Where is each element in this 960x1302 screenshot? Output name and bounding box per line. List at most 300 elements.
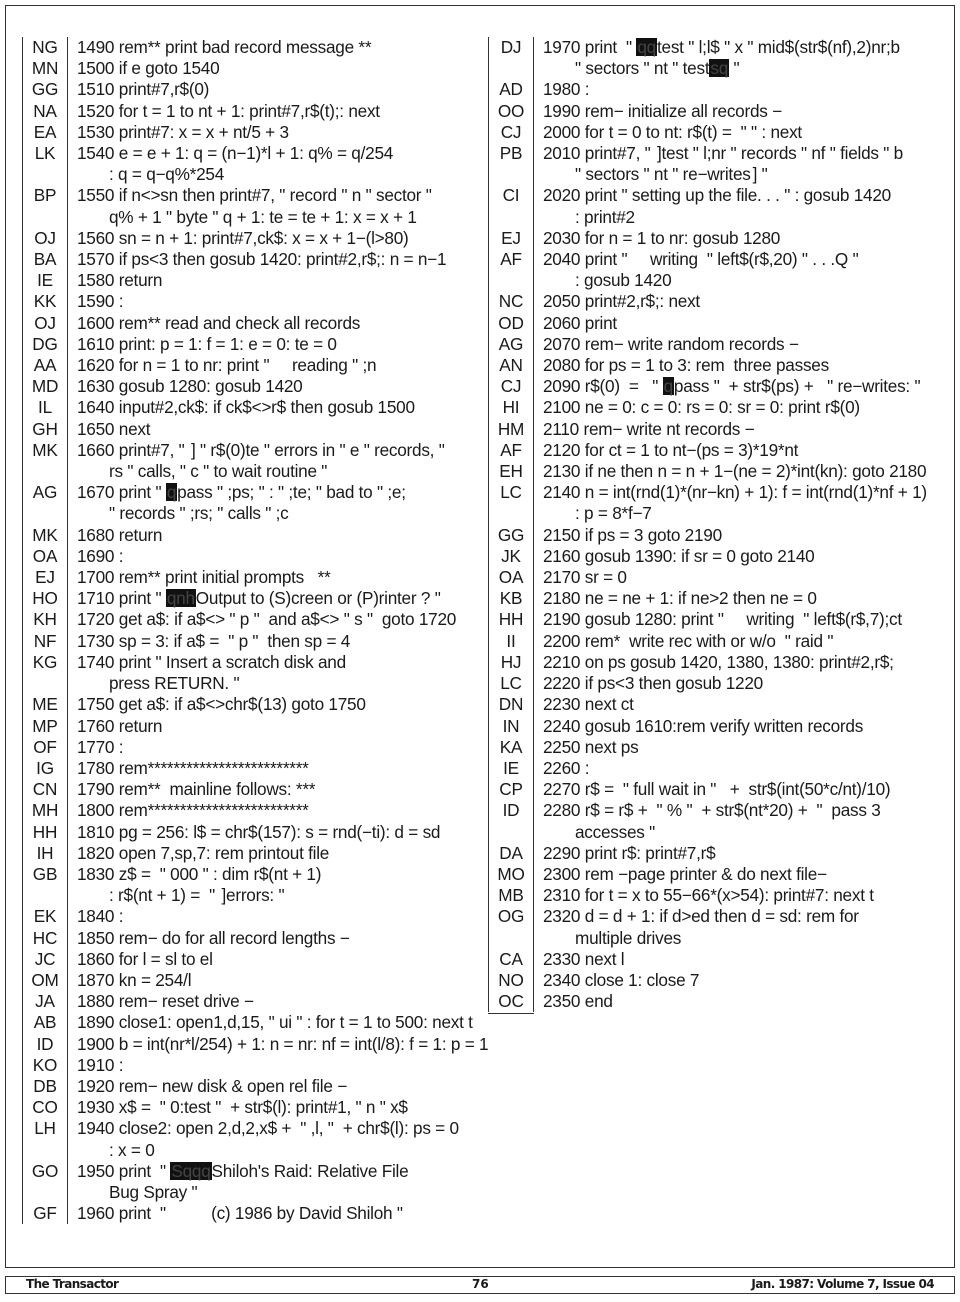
reverse-video-control-chars: sq xyxy=(710,58,729,79)
checksum-code xyxy=(23,207,67,228)
checksum-code: OC xyxy=(498,991,524,1012)
basic-code: 1930 x$ = " 0:test " + str$(l): print#1, " n " x$ xyxy=(77,1097,408,1118)
checksum-code: OA xyxy=(32,545,58,566)
listing-line xyxy=(489,609,902,630)
checksum-code: AF xyxy=(500,249,522,270)
basic-code: Bug Spray " xyxy=(109,1181,198,1202)
checksum-code: HC xyxy=(32,927,58,948)
listing-line xyxy=(23,1076,484,1097)
checksum-code: EK xyxy=(33,906,57,927)
basic-code: 2150 if ps = 3 goto 2190 xyxy=(543,524,722,545)
checksum-code: IN xyxy=(502,715,520,736)
listing-line xyxy=(489,673,763,694)
basic-code: 1890 close1: open1,d,15, " ui " : for t = 1 to 500: next t xyxy=(77,1012,473,1033)
basic-code: 2050 print#2,r$;: next xyxy=(543,291,700,312)
checksum-code: LH xyxy=(34,1118,56,1139)
listing-line xyxy=(489,291,700,312)
checksum-code xyxy=(23,164,67,185)
reverse-video-control-chars: qnh xyxy=(166,588,195,609)
basic-code: 1800 rem************************* xyxy=(77,800,309,821)
basic-code: 2120 for ct = 1 to nt−(ps = 3)*19*nt xyxy=(543,439,799,460)
basic-code: 1780 rem************************* xyxy=(77,757,309,778)
basic-code: rs " calls, " c " to wait routine " xyxy=(109,461,328,482)
listing-line xyxy=(489,779,891,800)
basic-code: 2200 rem* write rec with or w/o " raid " xyxy=(543,630,834,651)
basic-code: 2320 d = d + 1: if d>ed then d = sd: rem for xyxy=(543,906,859,927)
basic-code: 1970 print " qqtest " l;l$ " x " mid$(str$(nf),2)nr;b xyxy=(543,37,900,57)
listing-line xyxy=(23,355,484,376)
basic-code: 1810 pg = 256: l$ = chr$(157): s = rnd(−ti): d = sd xyxy=(77,821,441,842)
basic-code: 1850 rem− do for all record lengths − xyxy=(77,927,350,948)
reverse-video-control-chars: qq xyxy=(637,37,656,57)
listing-line xyxy=(489,800,881,821)
checksum-code: MD xyxy=(31,376,59,397)
listing-line xyxy=(23,440,484,461)
checksum-code: CN xyxy=(32,779,58,800)
listing-line xyxy=(489,227,781,249)
listing-line-continuation xyxy=(489,164,768,185)
basic-code: 2230 next ct xyxy=(543,694,634,715)
listing-line xyxy=(489,651,894,673)
checksum-code: IE xyxy=(37,270,53,291)
listing-line-continuation xyxy=(489,270,672,291)
checksum-code: AB xyxy=(33,1012,57,1033)
checksum-code: KH xyxy=(33,609,57,630)
checksum-code: NG xyxy=(32,37,58,57)
listing-line xyxy=(489,991,613,1012)
checksum-code: OO xyxy=(497,100,525,121)
checksum-code: GH xyxy=(32,418,58,439)
basic-code: 1960 print " (c) 1986 by David Shiloh " xyxy=(77,1203,403,1224)
basic-code: 2330 next l xyxy=(543,948,625,969)
basic-code: 2310 for t = x to 55−66*(x>54): print#7: next t xyxy=(543,885,874,906)
basic-code: 1510 print#7,r$(0) xyxy=(77,79,210,100)
basic-code: 2260 : xyxy=(543,757,590,778)
basic-code: 1840 : xyxy=(77,906,124,927)
listing-line xyxy=(489,185,891,206)
checksum-code: MH xyxy=(31,800,59,821)
checksum-code xyxy=(23,885,67,906)
checksum-code: HH xyxy=(32,821,58,842)
code-listing-left xyxy=(22,37,489,1224)
basic-code: 2130 if ne then n = n + 1−(ne = 2)*int(kn): goto 2180 xyxy=(543,461,927,482)
basic-code: 1570 if ps<3 then gosub 1420: print#2,r$;: n = n−1 xyxy=(77,249,447,270)
checksum-code xyxy=(489,164,533,185)
listing-line xyxy=(23,694,484,715)
checksum-code: GG xyxy=(31,79,59,100)
listing-line xyxy=(23,822,484,843)
checksum-code: OJ xyxy=(34,227,56,248)
listing-line xyxy=(489,842,716,864)
basic-code: : gosub 1420 xyxy=(575,270,672,291)
basic-code: 1660 print#7, " ] " r$(0)te " errors in " e " records, " xyxy=(77,439,445,460)
checksum-code: CJ xyxy=(500,121,522,142)
listing-line xyxy=(23,779,484,800)
basic-code: 2210 on ps gosub 1420, 1380, 1380: print#2,r$; xyxy=(543,651,894,672)
basic-code: 2290 print r$: print#7,r$ xyxy=(543,842,716,863)
listing-line xyxy=(489,545,815,567)
listing-line xyxy=(489,312,617,334)
checksum-code: IH xyxy=(36,842,54,863)
listing-line xyxy=(23,567,484,588)
listing-line xyxy=(489,969,700,991)
listing-line xyxy=(23,1012,484,1033)
basic-code: 1580 return xyxy=(77,270,163,291)
checksum-code: LC xyxy=(500,482,522,503)
checksum-code: DG xyxy=(32,333,58,354)
reverse-video-control-chars: q xyxy=(166,482,177,503)
listing-line xyxy=(23,652,484,673)
checksum-code: MB xyxy=(498,885,524,906)
checksum-code: MK xyxy=(32,524,58,545)
basic-code: 2240 gosub 1610:rem verify written records xyxy=(543,715,864,736)
checksum-code xyxy=(489,928,533,949)
listing-line xyxy=(489,757,590,779)
checksum-code: EH xyxy=(499,461,523,482)
code-listing-right xyxy=(488,37,927,1012)
listing-line xyxy=(23,843,484,864)
basic-code: 2160 gosub 1390: if sr = 0 goto 2140 xyxy=(543,545,815,566)
listing-line xyxy=(23,737,484,758)
basic-code: 2220 if ps<3 then gosub 1220 xyxy=(543,673,763,694)
checksum-code: HM xyxy=(497,418,525,439)
checksum-code: JK xyxy=(501,545,521,566)
listing-line-continuation xyxy=(489,821,656,843)
listing-line xyxy=(23,185,484,206)
basic-code: 2040 print " writing " left$(r$,20) " . . .Q " xyxy=(543,249,859,270)
listing-line xyxy=(489,418,755,440)
basic-code: 2270 r$ = " full wait in " + str$(int(50*c/nt)/10) xyxy=(543,779,891,800)
basic-code: 1730 sp = 3: if a$ = " p " then sp = 4 xyxy=(77,630,351,651)
checksum-code: GG xyxy=(497,524,525,545)
checksum-code: HO xyxy=(32,588,58,609)
checksum-code xyxy=(489,207,533,228)
checksum-code: EJ xyxy=(501,227,521,248)
checksum-code: EJ xyxy=(35,567,55,588)
listing-line xyxy=(23,716,484,737)
basic-code: 1600 rem** read and check all records xyxy=(77,312,361,333)
basic-code: 1560 sn = n + 1: print#7,ck$: x = x + 1−(l>80) xyxy=(77,227,409,248)
checksum-code: KO xyxy=(32,1054,58,1075)
checksum-code: KG xyxy=(32,651,58,672)
basic-code: 1540 e = e + 1: q = (n−1)*l + 1: q% = q/254 xyxy=(77,143,394,164)
basic-code: 1860 for l = sl to el xyxy=(77,948,213,969)
checksum-code: ID xyxy=(502,800,520,821)
listing-line xyxy=(23,334,484,355)
basic-code: 1920 rem− new disk & open rel file − xyxy=(77,1075,347,1096)
basic-code: 2250 next ps xyxy=(543,736,639,757)
basic-code: 2190 gosub 1280: print " writing " left$(r$,7);ct xyxy=(543,609,902,630)
listing-line xyxy=(23,291,484,312)
basic-code: 1590 : xyxy=(77,291,124,312)
basic-code: 1680 return xyxy=(77,524,163,545)
checksum-code: AG xyxy=(498,333,524,354)
listing-line-continuation xyxy=(23,1140,484,1161)
basic-code: 1640 input#2,ck$: if ck$<>r$ then gosub 1500 xyxy=(77,397,415,418)
checksum-code: HI xyxy=(502,397,520,418)
basic-code: 1830 z$ = " 000 " : dim r$(nt + 1) xyxy=(77,863,322,884)
listing-line xyxy=(489,694,634,715)
checksum-code: HJ xyxy=(500,651,522,672)
checksum-code: CI xyxy=(502,185,520,206)
basic-code: 1740 print " Insert a scratch disk and xyxy=(77,651,346,672)
basic-code: : r$(nt + 1) = " ]errors: " xyxy=(109,885,285,906)
checksum-code: EA xyxy=(33,121,57,142)
checksum-code: AG xyxy=(32,482,58,503)
listing-line xyxy=(23,906,484,927)
checksum-code: NF xyxy=(33,630,57,651)
listing-line xyxy=(489,79,590,100)
listing-line xyxy=(489,461,927,482)
basic-code: 1500 if e goto 1540 xyxy=(77,58,220,79)
listing-line xyxy=(23,609,484,630)
checksum-code: IE xyxy=(503,757,519,778)
listing-line xyxy=(489,355,829,376)
listing-line xyxy=(23,419,484,440)
basic-code: 1550 if n<>sn then print#7, " record " n " sector " xyxy=(77,185,432,206)
listing-line xyxy=(23,122,484,143)
listing-line-continuation xyxy=(23,207,484,228)
checksum-code: LK xyxy=(34,143,56,164)
basic-code: 2090 r$(0) = " qpass " + str$(ps) + " re−writes: " xyxy=(543,376,921,397)
checksum-code: II xyxy=(506,630,516,651)
checksum-code: CJ xyxy=(500,376,522,397)
checksum-code: KB xyxy=(499,588,523,609)
listing-line xyxy=(489,100,782,122)
basic-code: " sectors " nt " re−writes ] " xyxy=(575,164,768,185)
listing-line-continuation xyxy=(23,461,484,482)
checksum-code xyxy=(489,270,533,291)
listing-line xyxy=(489,736,639,758)
checksum-code: DB xyxy=(33,1075,57,1096)
basic-code: 2020 print " setting up the file. . . " : gosub 1420 xyxy=(543,185,891,206)
basic-code: 2030 for n = 1 to nr: gosub 1280 xyxy=(543,227,781,248)
checksum-code: DJ xyxy=(500,37,522,57)
checksum-code: IL xyxy=(38,397,52,418)
basic-code: accesses " xyxy=(575,821,656,842)
basic-code: 1760 return xyxy=(77,715,163,736)
basic-code: 2080 for ps = 1 to 3: rem three passes xyxy=(543,355,829,376)
checksum-code: OD xyxy=(498,312,524,333)
listing-line xyxy=(23,249,484,270)
page-number: 76 xyxy=(472,1277,489,1291)
listing-line-continuation xyxy=(489,206,635,228)
page-footer xyxy=(5,1276,955,1294)
listing-line xyxy=(23,631,484,652)
listing-line xyxy=(23,270,484,291)
checksum-code: AA xyxy=(33,355,57,376)
checksum-code: GF xyxy=(33,1203,57,1224)
listing-line xyxy=(23,588,484,609)
issue-info: Jan. 1987: Volume 7, Issue 04 xyxy=(751,1277,934,1291)
basic-code: 1530 print#7: x = x + nt/5 + 3 xyxy=(77,121,289,142)
basic-code: 1620 for n = 1 to nr: print " reading " ;n xyxy=(77,355,377,376)
listing-line xyxy=(23,143,484,164)
listing-column-left xyxy=(22,37,489,1224)
listing-line xyxy=(23,949,484,970)
basic-code: 1750 get a$: if a$<>chr$(13) goto 1750 xyxy=(77,694,366,715)
listing-line xyxy=(23,758,484,779)
listing-line xyxy=(23,101,484,122)
basic-code: 2010 print#7, " ]test " l;nr " records " nf " fields " b xyxy=(543,143,903,164)
basic-code: 1900 b = int(nr*l/254) + 1: n = nr: nf = int(l/8): f = 1: p = 1 xyxy=(77,1033,489,1054)
listing-line xyxy=(23,864,484,885)
listing-line xyxy=(489,143,903,164)
listing-line xyxy=(23,397,484,418)
checksum-code: GB xyxy=(32,863,58,884)
listing-line xyxy=(23,1097,484,1118)
listing-column-right xyxy=(488,37,948,1012)
checksum-code: OF xyxy=(33,736,57,757)
basic-code: 2060 print xyxy=(543,312,617,333)
checksum-code xyxy=(23,673,67,694)
basic-code: 1940 close2: open 2,d,2,x$ + " ,l, " + chr$(l): ps = 0 xyxy=(77,1118,459,1139)
listing-line xyxy=(23,928,484,949)
basic-code: 1770 : xyxy=(77,736,124,757)
basic-code: 1610 print: p = 1: f = 1: e = 0: te = 0 xyxy=(77,333,337,354)
checksum-code: JA xyxy=(35,991,55,1012)
checksum-code: IG xyxy=(36,757,54,778)
checksum-code: MO xyxy=(497,863,525,884)
checksum-code: BP xyxy=(33,185,57,206)
listing-line xyxy=(23,546,484,567)
listing-line xyxy=(489,630,834,652)
reverse-video-control-chars: q xyxy=(663,376,673,397)
checksum-code: HH xyxy=(498,609,524,630)
basic-code: press RETURN. " xyxy=(109,673,240,694)
listing-line xyxy=(23,525,484,546)
basic-code: " records " ;rs; " calls " ;c xyxy=(109,503,289,524)
basic-code: 1670 print " qpass " ;ps; " : " ;te; " bad to " ;e; xyxy=(77,482,406,503)
basic-code: 1870 kn = 254/l xyxy=(77,969,192,990)
listing-line xyxy=(489,439,799,461)
checksum-code xyxy=(489,822,533,843)
checksum-code: OG xyxy=(497,906,525,927)
checksum-code: NO xyxy=(498,969,524,990)
listing-line xyxy=(489,715,864,737)
basic-code: 2110 rem− write nt records − xyxy=(543,418,755,439)
listing-line xyxy=(23,1055,484,1076)
basic-code: 2070 rem− write random records − xyxy=(543,333,799,354)
listing-line xyxy=(23,800,484,821)
checksum-code: DA xyxy=(499,842,523,863)
checksum-code: AN xyxy=(499,355,523,376)
basic-code: 2300 rem −page printer & do next file− xyxy=(543,863,827,884)
basic-code: 2170 sr = 0 xyxy=(543,567,627,588)
listing-line-continuation xyxy=(23,503,484,524)
listing-line xyxy=(23,376,484,397)
listing-line-continuation xyxy=(23,164,484,185)
checksum-code xyxy=(23,461,67,482)
basic-code: 1820 open 7,sp,7: rem printout file xyxy=(77,842,330,863)
checksum-code: AF xyxy=(500,439,522,460)
checksum-code: MP xyxy=(32,715,58,736)
listing-line-continuation xyxy=(489,58,740,79)
listing-line-continuation xyxy=(23,1182,484,1203)
checksum-code: OJ xyxy=(34,312,56,333)
listing-line xyxy=(23,58,484,79)
checksum-code: OA xyxy=(498,567,524,588)
listing-line xyxy=(23,1203,484,1224)
listing-line xyxy=(23,228,484,249)
checksum-code: MK xyxy=(32,439,58,460)
checksum-code: ME xyxy=(32,694,58,715)
basic-code: 2140 n = int(rnd(1)*(nr−kn) + 1): f = int(rnd(1)*nf + 1) xyxy=(543,482,927,503)
basic-code: 1490 rem** print bad record message ** xyxy=(77,37,372,57)
listing-line xyxy=(489,376,921,397)
basic-code: " sectors " nt " testsq " xyxy=(575,58,740,79)
basic-code: : x = 0 xyxy=(109,1139,155,1160)
basic-code: 1790 rem** mainline follows: *** xyxy=(77,779,316,800)
basic-code: multiple drives xyxy=(575,927,682,948)
checksum-code: PB xyxy=(499,143,523,164)
listing-line xyxy=(23,991,484,1012)
listing-line-continuation xyxy=(23,885,484,906)
listing-line xyxy=(23,1118,484,1139)
checksum-code: CP xyxy=(499,779,523,800)
checksum-code: ID xyxy=(36,1033,54,1054)
basic-code: 1690 : xyxy=(77,545,124,566)
basic-code: 1910 : xyxy=(77,1054,124,1075)
checksum-code: NA xyxy=(33,100,57,121)
listing-line xyxy=(489,948,625,970)
basic-code: 1980 : xyxy=(543,79,590,100)
basic-code: 1650 next xyxy=(77,418,151,439)
listing-line xyxy=(23,79,484,100)
listing-line-continuation xyxy=(489,503,652,524)
listing-line-continuation xyxy=(489,927,682,949)
checksum-code: AD xyxy=(499,79,523,100)
basic-code: 1520 for t = 1 to nt + 1: print#7,r$(t);: next xyxy=(77,100,380,121)
checksum-code: BA xyxy=(33,249,57,270)
basic-code: 1950 print " SqqqShiloh's Raid: Relative File xyxy=(77,1160,409,1181)
listing-line xyxy=(489,906,859,927)
listing-line xyxy=(489,863,827,885)
basic-code: q% + 1 " byte " q + 1: te = te + 1: x = x + 1 xyxy=(109,206,417,227)
basic-code: 1630 gosub 1280: gosub 1420 xyxy=(77,376,303,397)
basic-code: 2180 ne = ne + 1: if ne>2 then ne = 0 xyxy=(543,588,817,609)
checksum-code: OM xyxy=(31,969,59,990)
listing-line xyxy=(489,567,627,588)
basic-code: 2000 for t = 0 to nt: r$(t) = " " : next xyxy=(543,121,802,142)
checksum-code xyxy=(489,58,533,79)
checksum-code: NC xyxy=(498,291,524,312)
listing-line xyxy=(489,333,799,355)
basic-code: 1700 rem** print initial prompts ** xyxy=(77,567,331,588)
checksum-code xyxy=(23,1140,67,1161)
listing-line xyxy=(489,121,802,143)
listing-line xyxy=(489,885,874,906)
checksum-box-bottom-rule xyxy=(488,1013,534,1014)
basic-code: : p = 8*f−7 xyxy=(575,503,652,524)
basic-code: 1880 rem− reset drive − xyxy=(77,991,254,1012)
basic-code: 2340 close 1: close 7 xyxy=(543,969,700,990)
checksum-code: JC xyxy=(34,948,56,969)
basic-code: 1720 get a$: if a$<> " p " and a$<> " s " goto 1720 xyxy=(77,609,457,630)
basic-code: 1990 rem− initialize all records − xyxy=(543,100,782,121)
listing-line xyxy=(489,482,927,503)
checksum-code xyxy=(23,1182,67,1203)
checksum-code xyxy=(489,503,533,524)
listing-line xyxy=(23,1033,489,1055)
listing-line xyxy=(23,970,484,991)
basic-code: : q = q−q%*254 xyxy=(109,164,224,185)
checksum-code: CO xyxy=(32,1097,58,1118)
listing-line xyxy=(489,588,817,609)
listing-line xyxy=(489,397,860,418)
listing-line xyxy=(23,313,484,334)
listing-line xyxy=(489,249,859,270)
